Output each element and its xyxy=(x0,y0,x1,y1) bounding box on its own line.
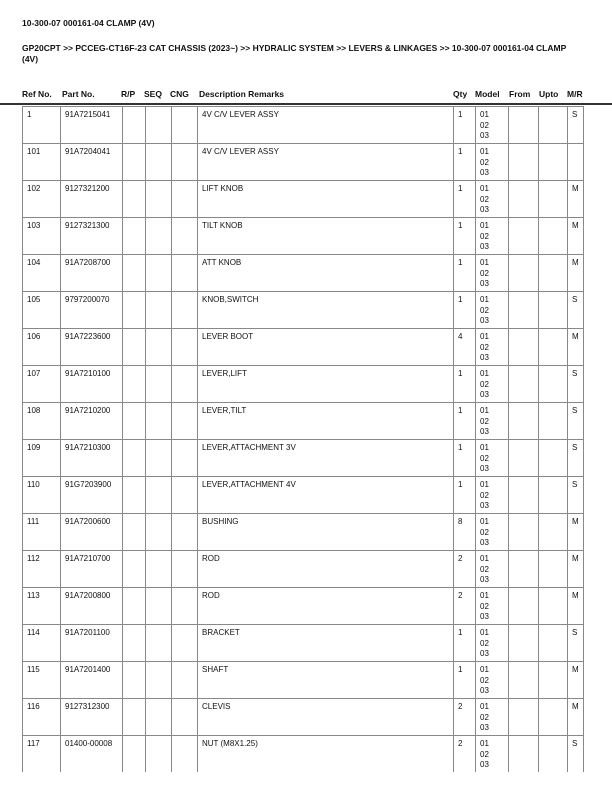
rp-cell xyxy=(123,514,146,551)
upto-cell xyxy=(539,699,568,736)
ref-cell: 1 xyxy=(23,107,61,144)
description-cell: LIFT KNOB xyxy=(198,181,454,218)
upto-cell xyxy=(539,625,568,662)
model-cell: 01 02 03 xyxy=(476,218,509,255)
ref-cell: 116 xyxy=(23,699,61,736)
description-cell: NUT (M8X1.25) xyxy=(198,736,454,773)
mr-cell: S xyxy=(568,403,584,440)
ref-cell: 112 xyxy=(23,551,61,588)
from-cell xyxy=(509,255,539,292)
qty-cell: 4 xyxy=(454,329,476,366)
description-cell: LEVER BOOT xyxy=(198,329,454,366)
from-cell xyxy=(509,736,539,773)
table-row xyxy=(23,736,584,773)
seq-cell xyxy=(146,477,172,514)
part-no-cell: 91A7208700 xyxy=(61,255,123,292)
model-cell: 01 02 03 xyxy=(476,292,509,329)
cng-cell xyxy=(172,144,198,181)
cng-cell xyxy=(172,514,198,551)
mr-cell: M xyxy=(568,514,584,551)
model-cell: 01 02 03 xyxy=(476,662,509,699)
qty-cell: 2 xyxy=(454,736,476,773)
table-row xyxy=(23,292,584,329)
part-no-cell: 91A7200800 xyxy=(61,588,123,625)
table-row xyxy=(23,588,584,625)
cng-cell xyxy=(172,218,198,255)
header-cng: CNG xyxy=(170,89,189,99)
mr-cell: M xyxy=(568,551,584,588)
seq-cell xyxy=(146,181,172,218)
cng-cell xyxy=(172,551,198,588)
ref-cell: 113 xyxy=(23,588,61,625)
seq-cell xyxy=(146,107,172,144)
seq-cell xyxy=(146,514,172,551)
qty-cell: 1 xyxy=(454,403,476,440)
mr-cell: M xyxy=(568,218,584,255)
upto-cell xyxy=(539,144,568,181)
description-cell: 4V C/V LEVER ASSY xyxy=(198,144,454,181)
table-row xyxy=(23,329,584,366)
table-row xyxy=(23,403,584,440)
cng-cell xyxy=(172,329,198,366)
qty-cell: 1 xyxy=(454,440,476,477)
from-cell xyxy=(509,366,539,403)
ref-cell: 111 xyxy=(23,514,61,551)
upto-cell xyxy=(539,440,568,477)
part-no-cell: 01400-00008 xyxy=(61,736,123,773)
upto-cell xyxy=(539,107,568,144)
header-mr: M/R xyxy=(567,89,583,99)
from-cell xyxy=(509,440,539,477)
description-cell: KNOB,SWITCH xyxy=(198,292,454,329)
part-no-cell: 91A7210300 xyxy=(61,440,123,477)
seq-cell xyxy=(146,218,172,255)
header-desc: Description Remarks xyxy=(199,89,285,99)
header-qty: Qty xyxy=(453,89,468,99)
table-row xyxy=(23,514,584,551)
description-cell: BRACKET xyxy=(198,625,454,662)
part-no-cell: 9127321200 xyxy=(61,181,123,218)
qty-cell: 1 xyxy=(454,662,476,699)
rp-cell xyxy=(123,366,146,403)
model-cell: 01 02 03 xyxy=(476,625,509,662)
ref-cell: 103 xyxy=(23,218,61,255)
upto-cell xyxy=(539,255,568,292)
mr-cell: S xyxy=(568,440,584,477)
model-cell: 01 02 03 xyxy=(476,551,509,588)
ref-cell: 107 xyxy=(23,366,61,403)
table-row xyxy=(23,144,584,181)
cng-cell xyxy=(172,736,198,773)
seq-cell xyxy=(146,255,172,292)
ref-cell: 105 xyxy=(23,292,61,329)
page-title: 10-300-07 000161-04 CLAMP (4V) xyxy=(22,18,155,28)
breadcrumb: GP20CPT >> PCCEG-CT16F-23 CAT CHASSIS (2023~) >> HYDRALIC SYSTEM >> LEVERS & LINKAGES >> 10-300-07 000161-04 CLAMP (4V) xyxy=(22,43,567,64)
qty-cell: 1 xyxy=(454,292,476,329)
cng-cell xyxy=(172,477,198,514)
model-cell: 01 02 03 xyxy=(476,699,509,736)
description-cell: ROD xyxy=(198,551,454,588)
description-cell: LEVER,ATTACHMENT 3V xyxy=(198,440,454,477)
part-no-cell: 9797200070 xyxy=(61,292,123,329)
mr-cell: M xyxy=(568,662,584,699)
table-row xyxy=(23,662,584,699)
seq-cell xyxy=(146,551,172,588)
table-row xyxy=(23,181,584,218)
model-cell: 01 02 03 xyxy=(476,477,509,514)
rp-cell xyxy=(123,551,146,588)
ref-cell: 102 xyxy=(23,181,61,218)
table-row xyxy=(23,477,584,514)
table-row xyxy=(23,699,584,736)
part-no-cell: 91A7223600 xyxy=(61,329,123,366)
rp-cell xyxy=(123,736,146,773)
ref-cell: 106 xyxy=(23,329,61,366)
qty-cell: 1 xyxy=(454,107,476,144)
model-cell: 01 02 03 xyxy=(476,144,509,181)
cng-cell xyxy=(172,662,198,699)
part-no-cell: 91A7215041 xyxy=(61,107,123,144)
from-cell xyxy=(509,588,539,625)
from-cell xyxy=(509,514,539,551)
header-upto: Upto xyxy=(539,89,559,99)
model-cell: 01 02 03 xyxy=(476,514,509,551)
part-no-cell: 91A7210700 xyxy=(61,551,123,588)
from-cell xyxy=(509,662,539,699)
table-row xyxy=(23,255,584,292)
seq-cell xyxy=(146,366,172,403)
ref-cell: 109 xyxy=(23,440,61,477)
header-rp: R/P xyxy=(121,89,136,99)
rp-cell xyxy=(123,477,146,514)
from-cell xyxy=(509,699,539,736)
model-cell: 01 02 03 xyxy=(476,255,509,292)
rp-cell xyxy=(123,329,146,366)
upto-cell xyxy=(539,403,568,440)
part-no-cell: 91A7201400 xyxy=(61,662,123,699)
description-cell: LEVER,LIFT xyxy=(198,366,454,403)
qty-cell: 1 xyxy=(454,366,476,403)
table-row xyxy=(23,551,584,588)
upto-cell xyxy=(539,181,568,218)
rp-cell xyxy=(123,255,146,292)
mr-cell: S xyxy=(568,477,584,514)
rp-cell xyxy=(123,292,146,329)
model-cell: 01 02 03 xyxy=(476,329,509,366)
mr-cell: M xyxy=(568,588,584,625)
rp-cell xyxy=(123,403,146,440)
parts-table xyxy=(22,106,584,772)
description-cell: ROD xyxy=(198,588,454,625)
cng-cell xyxy=(172,440,198,477)
part-no-cell: 9127312300 xyxy=(61,699,123,736)
upto-cell xyxy=(539,662,568,699)
rp-cell xyxy=(123,440,146,477)
qty-cell: 1 xyxy=(454,144,476,181)
description-cell: 4V C/V LEVER ASSY xyxy=(198,107,454,144)
cng-cell xyxy=(172,588,198,625)
from-cell xyxy=(509,181,539,218)
seq-cell xyxy=(146,403,172,440)
description-cell: CLEVIS xyxy=(198,699,454,736)
seq-cell xyxy=(146,329,172,366)
part-no-cell: 91A7201100 xyxy=(61,625,123,662)
cng-cell xyxy=(172,699,198,736)
mr-cell: S xyxy=(568,292,584,329)
qty-cell: 1 xyxy=(454,625,476,662)
header-seq: SEQ xyxy=(144,89,162,99)
table-row xyxy=(23,625,584,662)
seq-cell xyxy=(146,440,172,477)
from-cell xyxy=(509,218,539,255)
from-cell xyxy=(509,403,539,440)
from-cell xyxy=(509,292,539,329)
qty-cell: 2 xyxy=(454,551,476,588)
seq-cell xyxy=(146,588,172,625)
from-cell xyxy=(509,329,539,366)
qty-cell: 2 xyxy=(454,699,476,736)
part-no-cell: 91A7204041 xyxy=(61,144,123,181)
table-row xyxy=(23,218,584,255)
mr-cell xyxy=(568,144,584,181)
table-row xyxy=(23,366,584,403)
mr-cell: M xyxy=(568,329,584,366)
upto-cell xyxy=(539,514,568,551)
description-cell: SHAFT xyxy=(198,662,454,699)
description-cell: LEVER,TILT xyxy=(198,403,454,440)
table-row xyxy=(23,440,584,477)
part-no-cell: 91A7210100 xyxy=(61,366,123,403)
seq-cell xyxy=(146,292,172,329)
model-cell: 01 02 03 xyxy=(476,366,509,403)
qty-cell: 1 xyxy=(454,477,476,514)
mr-cell: M xyxy=(568,699,584,736)
part-no-cell: 91A7210200 xyxy=(61,403,123,440)
description-cell: BUSHING xyxy=(198,514,454,551)
header-ref: Ref No. xyxy=(22,89,52,99)
part-no-cell: 91A7200600 xyxy=(61,514,123,551)
model-cell: 01 02 03 xyxy=(476,588,509,625)
seq-cell xyxy=(146,144,172,181)
cng-cell xyxy=(172,625,198,662)
cng-cell xyxy=(172,181,198,218)
description-cell: LEVER,ATTACHMENT 4V xyxy=(198,477,454,514)
model-cell: 01 02 03 xyxy=(476,440,509,477)
mr-cell: S xyxy=(568,625,584,662)
upto-cell xyxy=(539,366,568,403)
ref-cell: 114 xyxy=(23,625,61,662)
rp-cell xyxy=(123,588,146,625)
upto-cell xyxy=(539,329,568,366)
rp-cell xyxy=(123,218,146,255)
from-cell xyxy=(509,551,539,588)
description-cell: TILT KNOB xyxy=(198,218,454,255)
table-row xyxy=(23,107,584,144)
mr-cell: S xyxy=(568,107,584,144)
rp-cell xyxy=(123,181,146,218)
qty-cell: 2 xyxy=(454,588,476,625)
upto-cell xyxy=(539,477,568,514)
from-cell xyxy=(509,107,539,144)
header-model: Model xyxy=(475,89,500,99)
mr-cell: S xyxy=(568,736,584,773)
mr-cell: M xyxy=(568,181,584,218)
header-part: Part No. xyxy=(62,89,95,99)
mr-cell: M xyxy=(568,255,584,292)
model-cell: 01 02 03 xyxy=(476,736,509,773)
upto-cell xyxy=(539,551,568,588)
part-no-cell: 9127321300 xyxy=(61,218,123,255)
from-cell xyxy=(509,144,539,181)
ref-cell: 104 xyxy=(23,255,61,292)
model-cell: 01 02 03 xyxy=(476,107,509,144)
ref-cell: 108 xyxy=(23,403,61,440)
description-cell: ATT KNOB xyxy=(198,255,454,292)
ref-cell: 110 xyxy=(23,477,61,514)
model-cell: 01 02 03 xyxy=(476,403,509,440)
upto-cell xyxy=(539,736,568,773)
cng-cell xyxy=(172,255,198,292)
header-divider xyxy=(0,103,612,105)
rp-cell xyxy=(123,699,146,736)
ref-cell: 115 xyxy=(23,662,61,699)
header-from: From xyxy=(509,89,531,99)
upto-cell xyxy=(539,292,568,329)
qty-cell: 1 xyxy=(454,218,476,255)
ref-cell: 117 xyxy=(23,736,61,773)
mr-cell: S xyxy=(568,366,584,403)
part-no-cell: 91G7203900 xyxy=(61,477,123,514)
upto-cell xyxy=(539,588,568,625)
qty-cell: 1 xyxy=(454,181,476,218)
cng-cell xyxy=(172,107,198,144)
cng-cell xyxy=(172,366,198,403)
cng-cell xyxy=(172,403,198,440)
seq-cell xyxy=(146,699,172,736)
model-cell: 01 02 03 xyxy=(476,181,509,218)
rp-cell xyxy=(123,107,146,144)
upto-cell xyxy=(539,218,568,255)
seq-cell xyxy=(146,736,172,773)
qty-cell: 1 xyxy=(454,255,476,292)
seq-cell xyxy=(146,662,172,699)
cng-cell xyxy=(172,292,198,329)
ref-cell: 101 xyxy=(23,144,61,181)
from-cell xyxy=(509,625,539,662)
rp-cell xyxy=(123,144,146,181)
seq-cell xyxy=(146,625,172,662)
rp-cell xyxy=(123,662,146,699)
rp-cell xyxy=(123,625,146,662)
qty-cell: 8 xyxy=(454,514,476,551)
from-cell xyxy=(509,477,539,514)
